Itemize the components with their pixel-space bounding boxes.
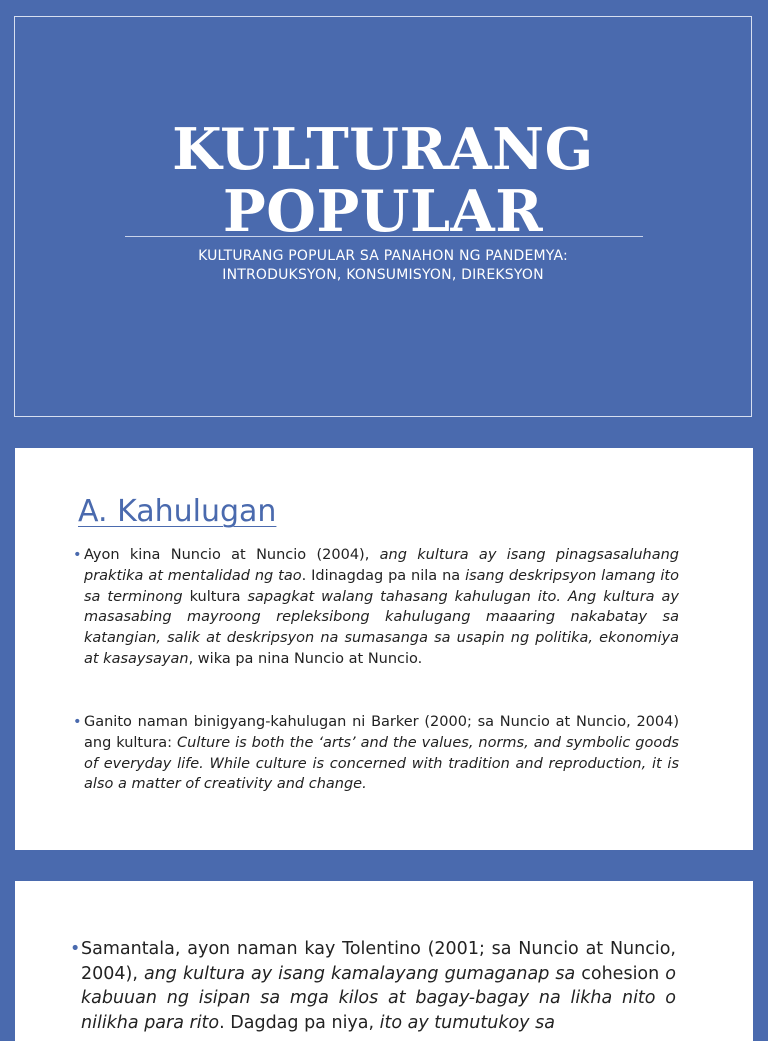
subtitle-line-2: INTRODUKSYON, KONSUMISYON, DIREKSYON xyxy=(222,267,544,283)
title-divider xyxy=(125,236,643,237)
bullet-icon: • xyxy=(70,939,81,959)
bullet-icon: • xyxy=(73,714,82,730)
title-slide xyxy=(14,16,752,417)
slide-tolentino xyxy=(15,881,753,1041)
bullet-item xyxy=(70,937,676,1035)
slide-kahulugan xyxy=(15,448,753,850)
bullet-paragraph: Samantala, ayon naman kay Tolentino (2001; sa Nuncio at Nuncio, 2004), ang kultura ay isang kamalayang gumaganap sa cohesion o kabuuan ng isipan sa mga kilos at bagay-bagay na likha nito o nilikha para rito. Dagdag pa niya, ito ay tumutukoy sa xyxy=(81,939,676,1033)
bullet-paragraph: Ganito naman binigyang-kahulugan ni Barker (2000; sa Nuncio at Nuncio, 2004) ang kultura: Culture is both the ‘arts’ and the values, norms, and symbolic goods of everyday life. While culture is concerned with tradition and reproduction, it is also a matter of creativity and change. xyxy=(84,714,679,793)
bullet-item xyxy=(73,712,679,795)
presentation-title xyxy=(15,116,751,245)
title-line-1: KULTURANG xyxy=(172,116,594,183)
title-line-2: POPULAR xyxy=(222,178,544,245)
bullet-paragraph: Ayon kina Nuncio at Nuncio (2004), ang kultura ay isang pinagsasaluhang praktika at mentalidad ng tao. Idinagdag pa nila na isang deskripsyon lamang ito sa terminong kultura sapagkat walang tahasang kahulugan ito. Ang kultura ay masasabing mayroong repleksibong kahulugang maaaring nakabatay sa katangian, salik at deskripsyon na sumasanga sa usapin ng politika, ekonomiya at kasaysayan, wika pa nina Nuncio at Nuncio. xyxy=(84,547,680,667)
slide-heading: A. Kahulugan xyxy=(78,494,277,529)
bullet-icon: • xyxy=(73,547,82,563)
subtitle-line-1: KULTURANG POPULAR SA PANAHON NG PANDEMYA: xyxy=(198,248,568,264)
presentation-subtitle xyxy=(15,247,751,285)
bullet-item xyxy=(73,545,679,670)
